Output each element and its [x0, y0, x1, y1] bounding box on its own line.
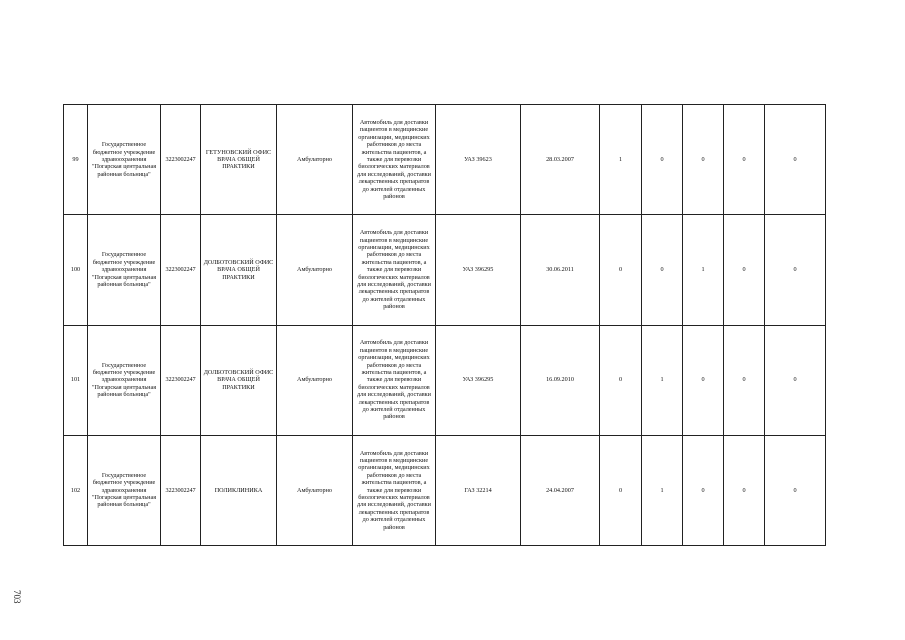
count-cell-3: 0	[683, 325, 724, 435]
count-cell-4: 0	[724, 105, 765, 215]
count-cell-1: 0	[600, 215, 642, 325]
care-type: Амбулаторно	[277, 325, 353, 435]
vehicle-model: УАЗ 396295	[436, 325, 521, 435]
count-cell-3: 1	[683, 215, 724, 325]
count-cell-4: 0	[724, 325, 765, 435]
inn-code: 3223002247	[161, 325, 201, 435]
vehicle-model: УАЗ 39623	[436, 105, 521, 215]
inn-code: 3223002247	[161, 105, 201, 215]
care-type: Амбулаторно	[277, 105, 353, 215]
count-cell-4: 0	[724, 215, 765, 325]
vehicle-purpose: Автомобиль для доставки пациентов в медицинские организации, медицинских работников до места жительства пациентов, а также для перевозки биологических материалов для исследований, доставки лекарственных препаратов до жителей отдаленных районов	[353, 215, 436, 325]
registration-date: 24.04.2007	[521, 435, 600, 545]
count-cell-5: 0	[765, 435, 826, 545]
page-number: 703	[12, 590, 22, 604]
registration-date: 28.03.2007	[521, 105, 600, 215]
table-row	[64, 105, 826, 215]
vehicle-purpose: Автомобиль для доставки пациентов в медицинские организации, медицинских работников до места жительства пациентов, а также для перевозки биологических материалов для исследований, доставки лекарственных препаратов до жителей отдаленных районов	[353, 325, 436, 435]
vehicle-model: УАЗ 396295	[436, 215, 521, 325]
table-row	[64, 325, 826, 435]
row-number: 102	[64, 435, 88, 545]
vehicle-purpose: Автомобиль для доставки пациентов в медицинские организации, медицинских работников до места жительства пациентов, а также для перевозки биологических материалов для исследований, доставки лекарственных препаратов до жителей отдаленных районов	[353, 435, 436, 545]
count-cell-2: 1	[642, 325, 683, 435]
subdivision-name: ДОЛБОТОВСКИЙ ОФИС ВРАЧА ОБЩЕЙ ПРАКТИКИ	[201, 215, 277, 325]
count-cell-1: 0	[600, 435, 642, 545]
organization-name: Государственное бюджетное учреждение здравоохранения "Погарская центральная районная больница"	[88, 435, 161, 545]
count-cell-2: 0	[642, 215, 683, 325]
care-type: Амбулаторно	[277, 215, 353, 325]
count-cell-2: 0	[642, 105, 683, 215]
care-type: Амбулаторно	[277, 435, 353, 545]
subdivision-name: ПОЛИКЛИНИКА	[201, 435, 277, 545]
registration-date: 30.06.2011	[521, 215, 600, 325]
row-number: 101	[64, 325, 88, 435]
registration-date: 16.09.2010	[521, 325, 600, 435]
count-cell-3: 0	[683, 435, 724, 545]
count-cell-5: 0	[765, 325, 826, 435]
table-row	[64, 215, 826, 325]
inn-code: 3223002247	[161, 435, 201, 545]
inn-code: 3223002247	[161, 215, 201, 325]
count-cell-2: 1	[642, 435, 683, 545]
count-cell-5: 0	[765, 105, 826, 215]
vehicle-model: ГАЗ 32214	[436, 435, 521, 545]
vehicle-registry-table	[63, 104, 826, 546]
count-cell-4: 0	[724, 435, 765, 545]
organization-name: Государственное бюджетное учреждение здравоохранения "Погарская центральная районная больница"	[88, 215, 161, 325]
subdivision-name: ГЕТУНОВСКИЙ ОФИС ВРАЧА ОБЩЕЙ ПРАКТИКИ	[201, 105, 277, 215]
row-number: 99	[64, 105, 88, 215]
count-cell-1: 1	[600, 105, 642, 215]
count-cell-1: 0	[600, 325, 642, 435]
count-cell-3: 0	[683, 105, 724, 215]
subdivision-name: ДОЛБОТОВСКИЙ ОФИС ВРАЧА ОБЩЕЙ ПРАКТИКИ	[201, 325, 277, 435]
row-number: 100	[64, 215, 88, 325]
vehicle-purpose: Автомобиль для доставки пациентов в медицинские организации, медицинских работников до места жительства пациентов, а также для перевозки биологических материалов для исследований, доставки лекарственных препаратов до жителей отдаленных районов	[353, 105, 436, 215]
count-cell-5: 0	[765, 215, 826, 325]
table-row	[64, 435, 826, 545]
organization-name: Государственное бюджетное учреждение здравоохранения "Погарская центральная районная больница"	[88, 325, 161, 435]
organization-name: Государственное бюджетное учреждение здравоохранения "Погарская центральная районная больница"	[88, 105, 161, 215]
